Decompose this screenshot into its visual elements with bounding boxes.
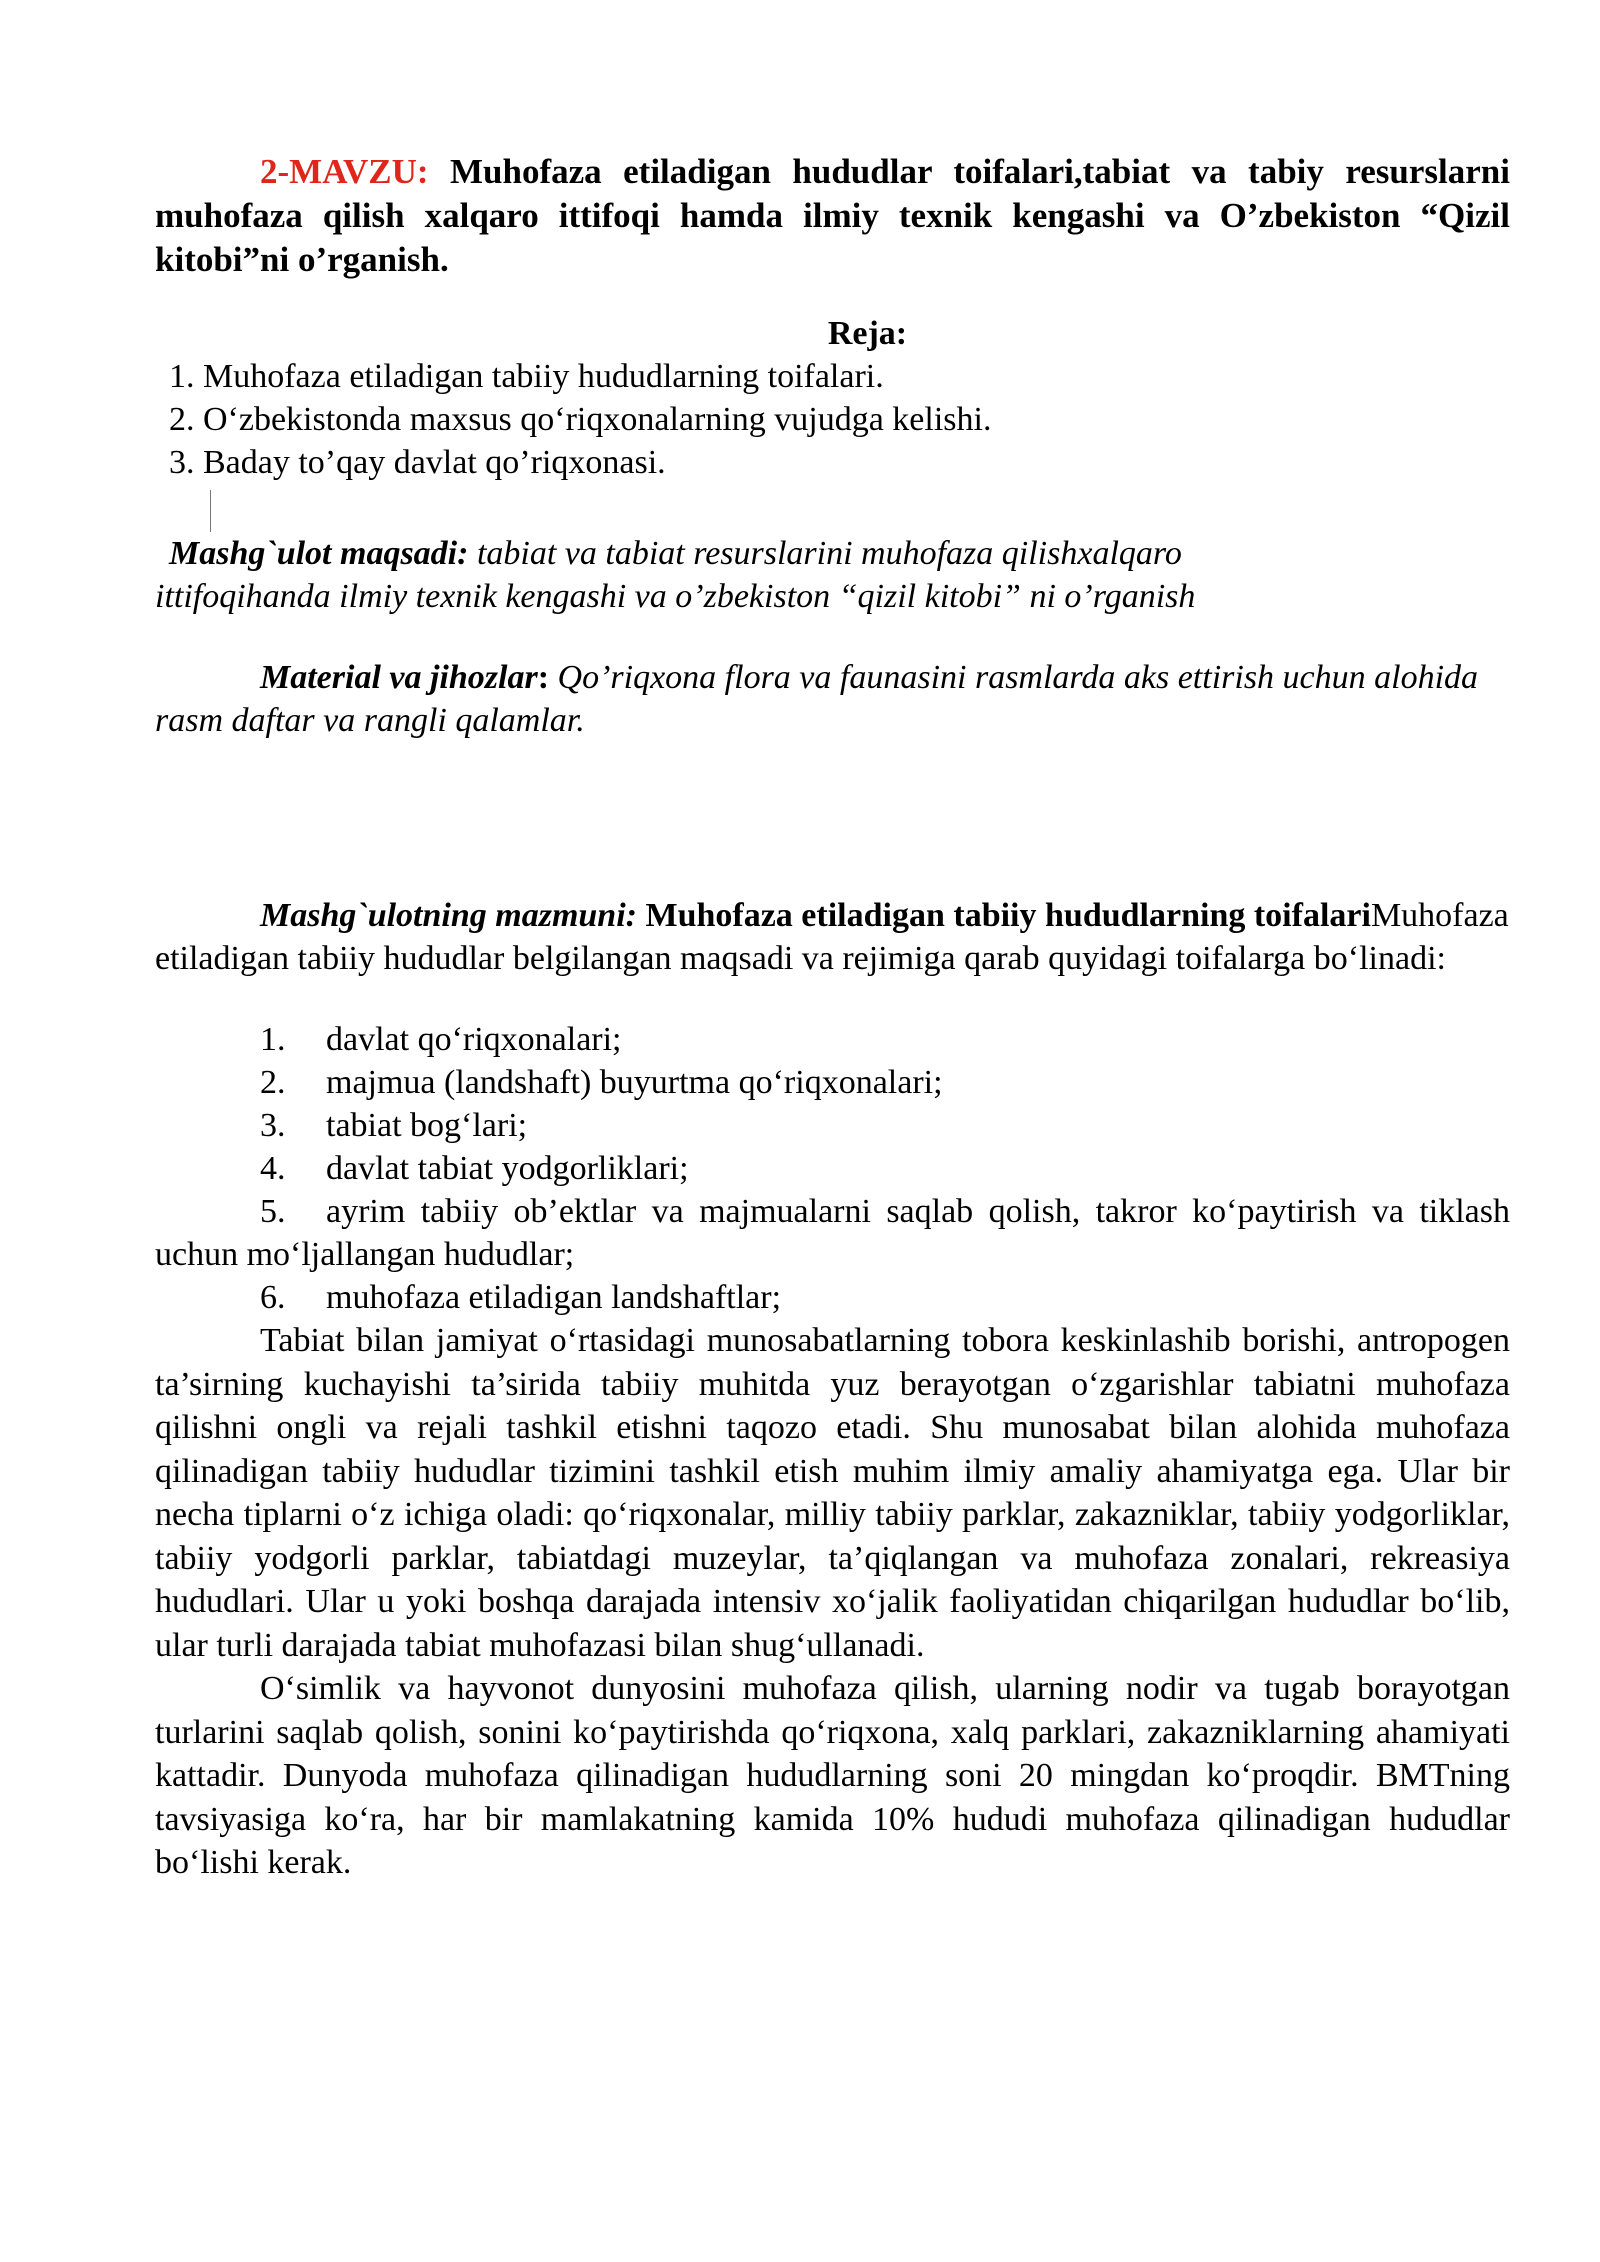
list-item-text: davlat tabiat yodgorliklari; — [326, 1150, 689, 1187]
material-text: Qo’riqxona flora va faunasini rasmlarda aks ettirish uchun alohida rasm daftar va rangli qalamlar. — [155, 659, 1479, 739]
list-item-number: 5. — [260, 1193, 286, 1230]
list-item-text: muhofaza etiladigan landshaftlar; — [326, 1279, 782, 1316]
list-item-number: 4. — [260, 1150, 286, 1187]
material-label: Material va jihozlar — [260, 659, 538, 696]
plan-item: 3. Baday to’qay davlat qo’riqxonasi. — [169, 444, 666, 481]
goal-line-2: ittifoqihanda ilmiy texnik kengashi va o’zbekiston “qizil kitobi” ni o’rganish — [155, 578, 1196, 615]
content-text: Muhofaza etiladigan tabiiy hududlar belgilangan maqsadi va rejimiga qarab quyidagi toifalarga bo‘linadi: — [155, 897, 1509, 977]
plan-heading: Reja: — [827, 315, 908, 352]
body-paragraph: O‘simlik va hayvonot dunyosini muhofaza qilish, ularning nodir va tugab borayotgan turlarini saqlab qolish, sonini ko‘paytirishda qo‘riqxona, xalq parklari, zakazniklarning ahamiyati kattadir. Dunyoda muhofaza qilinadigan hududlarning soni 20 mingdan ko‘proqdir. BMTning tavsiyasiga ko‘ra, har bir mamlakatning kamida 10% hududi muhofaza qilinadigan hududlar bo‘lishi kerak. — [155, 1670, 1510, 1881]
content-label: Mashg`ulotning mazmuni: — [260, 897, 637, 934]
plan-item: 2. O‘zbekistonda maxsus qo‘riqxonalarning vujudga kelishi. — [169, 401, 992, 438]
plan-list — [155, 355, 1510, 484]
list-item — [155, 1276, 1510, 1319]
goal-text-1: tabiat va tabiat resurslarini muhofaza qilishxalqaro — [468, 535, 1182, 572]
topic-title — [155, 150, 1510, 282]
topic-label: 2-MAVZU: — [260, 152, 429, 191]
material-colon: : — [537, 659, 550, 696]
body-paragraph: Tabiat bilan jamiyat o‘rtasidagi munosabatlarning tobora keskinlashib borishi, antropogen ta’sirning kuchayishi ta’sirida tabiiy muhitda yuz berayotgan o‘zgarishlar tabiatni muhofaza qilishni ongli va rejali tashkil etishni taqozo etadi. Shu munosabat bilan alohida muhofaza qilinadigan tabiiy hududlar tizimini tashkil etish muhim ilmiy amaliy ahamiyatga ega. Ular bir necha tiplarni o‘z ichiga oladi: qo‘riqxonalar, milliy tabiiy parklar, zakazniklar, tabiiy yodgorliklar, tabiiy yodgorli parklar, tabiatdagi muzeylar, ta’qiqlangan va muhofaza zonalari, rekreasiya hududlari. Ular u yoki boshqa darajada intensiv xo‘jalik faoliyatidan chiqarilgan hududlar bo‘lib, ular turli darajada tabiat muhofazasi bilan shug‘ullanadi. — [155, 1322, 1510, 1664]
text-cursor-mark — [210, 490, 211, 532]
list-item-text: davlat qo‘riqxonalari; — [326, 1021, 622, 1058]
list-item-number: 6. — [260, 1279, 286, 1316]
list-item-text: tabiat bog‘lari; — [326, 1107, 528, 1144]
list-item-number: 2. — [260, 1064, 286, 1101]
topic-text: Muhofaza etiladigan hududlar toifalari,tabiat va tabiy resurslarni muhofaza qilish xalqaro ittifoqi hamda ilmiy texnik kengashi va O’zbekiston “Qizil kitobi”ni o’rganish. — [155, 152, 1510, 279]
list-item-number: 3. — [260, 1107, 286, 1144]
list-item — [155, 1061, 1510, 1104]
list-item-text: ayrim tabiiy ob’ektlar va majmualarni saqlab qolish, takror ko‘paytirish va tiklash uchun mo‘ljallangan hududlar; — [155, 1193, 1510, 1273]
content-intro — [155, 894, 1510, 980]
list-item — [155, 1147, 1510, 1190]
list-item — [155, 1104, 1510, 1147]
content-heading: Muhofaza etiladigan tabiiy hududlarning toifalari — [636, 897, 1371, 934]
list-item — [155, 1018, 1510, 1061]
plan-item: 1. Muhofaza etiladigan tabiiy hududlarning toifalari. — [169, 358, 884, 395]
list-item — [155, 1190, 1510, 1276]
goal-line-1 — [155, 532, 1510, 575]
document-page — [155, 150, 1510, 1885]
material-paragraph — [155, 656, 1510, 742]
list-item-number: 1. — [260, 1021, 286, 1058]
list-item-text: majmua (landshaft) buyurtma qo‘riqxonalari; — [326, 1064, 943, 1101]
goal-label: Mashg`ulot maqsadi: — [169, 535, 469, 572]
category-list — [155, 1018, 1510, 1319]
